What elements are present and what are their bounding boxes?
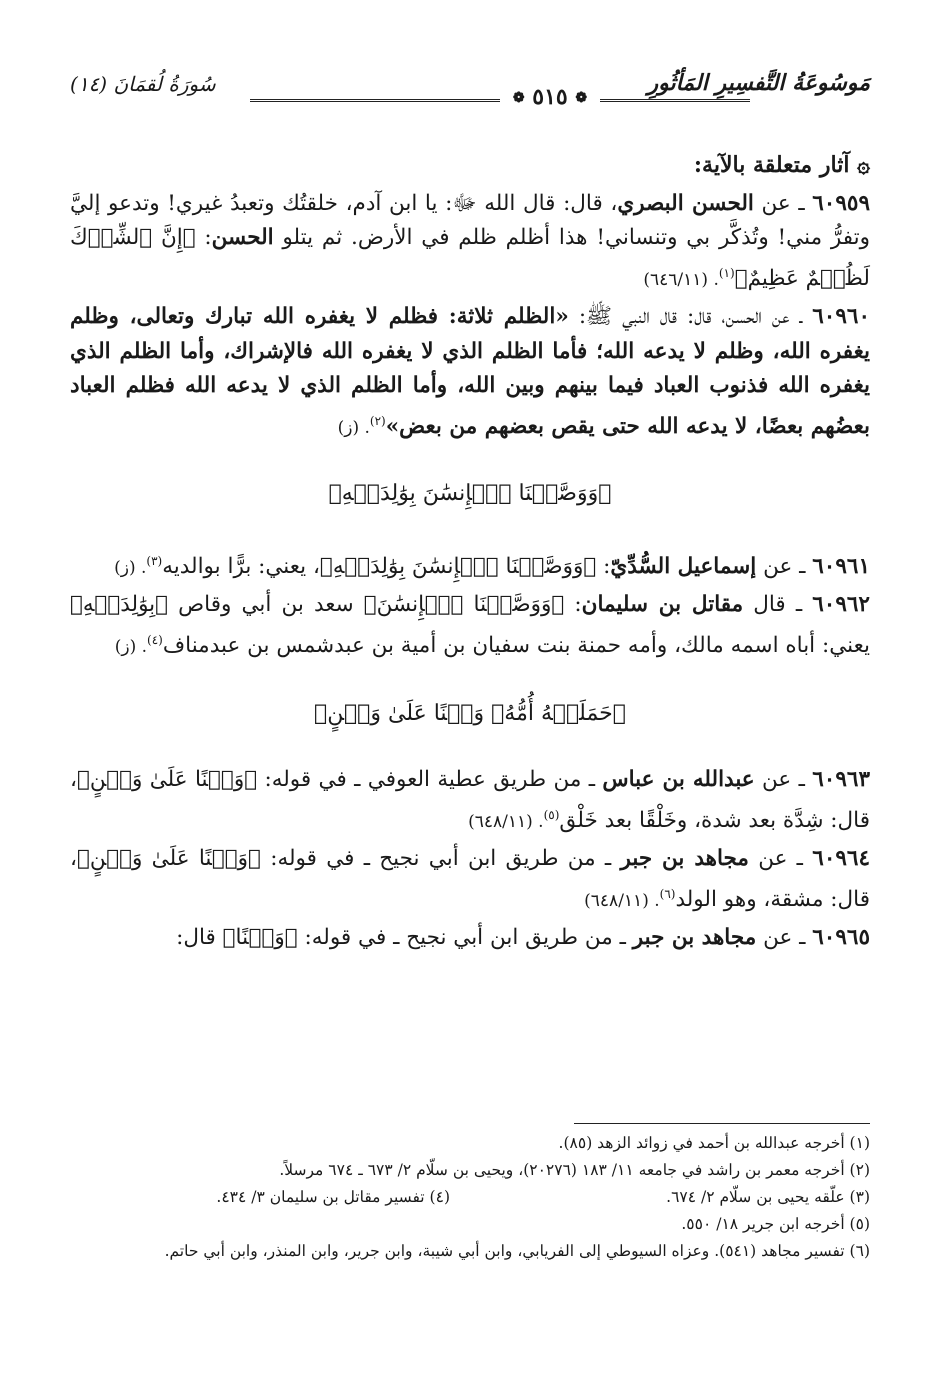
footnote-5: (٥) أخرجه ابن جرير ١٨/ ٥٥٠. bbox=[681, 1215, 870, 1233]
footnotes bbox=[70, 1130, 870, 1265]
header-rule-left bbox=[250, 99, 500, 102]
verse-heading-2: ﴿حَمَلَتۡهُ أُمُّهُۥ وَهۡنًا عَلَىٰ وَهۡنٍ﴾ bbox=[314, 700, 626, 726]
surah-label: سُورَةُ لُقمَانَ (١٤) bbox=[70, 72, 216, 96]
page-header bbox=[70, 66, 870, 118]
verse-heading-1: ﴿وَوَصَّيۡنَا ٱلۡإِنسَٰنَ بِوَٰلِدَيۡهِ﴾ bbox=[328, 481, 612, 507]
footnote-6: (٦) تفسير مجاهد (٥٤١). وعزاه السيوطي إلى الفريابي، وابن أبي شيبة، وابن جرير، وابن المنذر، وابن أبي حاتم. bbox=[164, 1242, 870, 1260]
ornament-icon: ❁ bbox=[512, 90, 525, 106]
narration-60965: ٦٠٩٦٥ ـ عن مجاهد بن جبر ـ من طريق ابن أبي نجيح ـ في قوله: ﴿وَهۡنًا﴾ قال: bbox=[176, 925, 870, 951]
footnote-row-3-4 bbox=[70, 1184, 870, 1211]
narration-60960: ٦٠٩٦٠ ـ عن الحسن، قال: قال النبي ﷺ: «الظلم ثلاثة: فظلم لا يغفره الله تبارك وتعالى، وظلم يغفره الله، وظلم لا يدعه الله؛ فأما الظلم الذي لا يغفره الله فالإشراك، وأما الظلم الذي يغفره الله فذنوب العباد فيما بينهم وبين الله، وأما الظلم الذي لا يدعه الله فظلم العباد بعضُهم بعضًا، لا يدعه الله حتى يقص بعضهم من بعض»$^{(٢)}$. (ز) bbox=[70, 304, 870, 439]
footnote-divider bbox=[574, 1123, 870, 1124]
footnote-4: (٤) تفسير مقاتل بن سليمان ٣/ ٤٣٤. bbox=[216, 1188, 450, 1206]
page-number: ❁ ٥١٥ ❁ bbox=[512, 84, 588, 110]
footnote-1: (١) أخرجه عبدالله بن أحمد في زوائد الزهد (٨٥). bbox=[558, 1134, 870, 1152]
footnote-3: (٣) علّقه يحيى بن سلّام ٢/ ٦٧٤. bbox=[666, 1188, 870, 1206]
book-title: مَوسُوعَةُ التَّفسِيرِ المَأثُورِ bbox=[647, 70, 870, 96]
header-rule-right bbox=[600, 99, 750, 102]
narration-60961: ٦٠٩٦١ ـ عن إسماعيل السُّدِّيّ: ﴿وَوَصَّيۡنَا ٱلۡإِنسَٰنَ بِوَٰلِدَيۡهِ﴾، يعني: برًّا بوالديه$^{(٣)}$. (ز) bbox=[114, 553, 870, 579]
narration-60963: ٦٠٩٦٣ ـ عن عبدالله بن عباس ـ من طريق عطية العوفي ـ في قوله: ﴿وَهۡنًا عَلَىٰ وَهۡنٍ﴾، قال: شِدَّة بعد شدة، وخَلْقًا بعد خَلْق$^{(٥)}$. (٦٤٨/١١) bbox=[70, 767, 870, 833]
narration-60962: ٦٠٩٦٢ ـ قال مقاتل بن سليمان: ﴿وَوَصَّيۡنَا ٱلۡإِنسَٰنَ﴾ سعد بن أبي وقاص ﴿بِوَٰلِدَيۡهِ﴾ يعني: أباه اسمه مالك، وأمه حمنة بنت سفيان بن أمية بن عبدشمس بن عبدمناف$^{(٤)}$. (ز) bbox=[70, 592, 870, 659]
narration-60959: ٦٠٩٥٩ ـ عن الحسن البصري، قال: قال الله ﷻ: يا ابن آدم، خلقتُك وتعبدُ غيري! وتدعو إليَّ وتفرُّ مني! وتُذكَّر بي وتنساني! هذا أظلم ظلم في الأرض. ثم يتلو الحسن: ﴿إِنَّ ٱلشِّرۡكَ لَظُلۡمٌ عَظِيمٌ﴾$^{(١)}$. (٦٤٦/١١) bbox=[70, 190, 870, 291]
narration-60964: ٦٠٩٦٤ ـ عن مجاهد بن جبر ـ من طريق ابن أبي نجيح ـ في قوله: ﴿وَهۡنًا عَلَىٰ وَهۡنٍ﴾، قال: مشقة، وهو الولد$^{(٦)}$. (٦٤٨/١١) bbox=[70, 846, 871, 912]
main-text bbox=[70, 148, 870, 959]
section-title: ۞ آثار متعلقة بالآية: bbox=[693, 152, 870, 178]
footnote-2: (٢) أخرجه معمر بن راشد في جامعه ١١/ ١٨٣ (٢٠٢٧٦)، ويحيى بن سلّام ٢/ ٦٧٣ ـ ٦٧٤ مرسلاً. bbox=[279, 1161, 870, 1179]
ornament-icon: ❁ bbox=[575, 90, 588, 106]
